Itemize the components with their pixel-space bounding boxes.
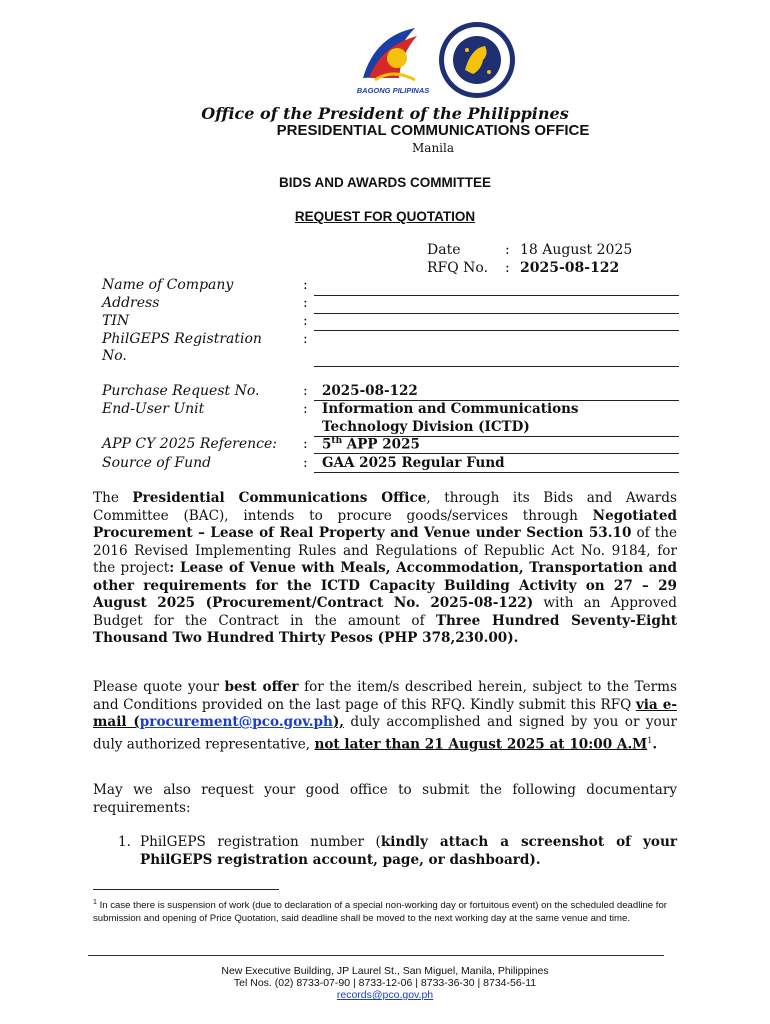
pr-label: Purchase Request No. — [102, 383, 260, 399]
footer-divider — [88, 955, 664, 956]
fund-underline — [314, 472, 679, 473]
enduser-value-cont: Technology Division (ICTD) — [322, 419, 530, 435]
requirements-intro: May we also request your good office to submit the following documentary requirements: — [93, 782, 677, 816]
philgeps-colon: : — [303, 331, 308, 347]
list-item-number: 1. — [118, 834, 131, 850]
address-colon: : — [303, 295, 308, 311]
city: Manila — [412, 141, 454, 155]
app-label: APP CY 2025 Reference: — [102, 436, 278, 452]
footer-phones: Tel Nos. (02) 8733-07-90 | 8733-12-06 | 8733-36-30 | 8734-56-11 — [233, 977, 537, 989]
bagong-pilipinas-logo — [355, 18, 431, 96]
date-value: 18 August 2025 — [520, 242, 633, 258]
footer-address: New Executive Building, JP Laurel St., San Miguel, Manila, Philippines — [221, 965, 549, 977]
pr-colon: : — [303, 383, 308, 399]
philgeps-field[interactable] — [314, 366, 679, 367]
records-email-link[interactable]: records@pco.gov.ph — [336, 989, 434, 1001]
tin-label: TIN — [102, 313, 130, 329]
address-label: Address — [102, 295, 160, 311]
date-sep: : — [505, 242, 510, 258]
footnote-divider — [93, 889, 279, 890]
instructions-paragraph: Please quote your best offer for the item/s described herein, subject to the Terms and Conditions provided on the last page of this RFQ. Kindly submit this RFQ via e-mail (procurement@pco.gov.ph), duly accomplished and signed by you or your duly authorized representative, not later than 21 August 2025 at 10:00 $A.M^1$. — [93, 679, 677, 753]
fund-colon: : — [303, 455, 308, 471]
tin-colon: : — [303, 313, 308, 329]
procurement-email-link[interactable]: procurement@pco.gov.ph — [139, 714, 333, 730]
app-colon: : — [303, 436, 308, 452]
philgeps-label-cont: No. — [102, 348, 127, 364]
enduser-value: Information and Communications — [322, 401, 579, 417]
philgeps-label: PhilGEPS Registration — [102, 331, 262, 347]
company-colon: : — [303, 277, 308, 293]
rfq-number: 2025-08-122 — [520, 260, 620, 276]
committee-heading: BIDS AND AWARDS COMMITTEE — [279, 175, 491, 190]
footnote-ref: 1 — [647, 735, 653, 745]
office-line: Office of the President of the Philippines — [201, 104, 569, 123]
app-value: 5th APP 2025 — [322, 436, 420, 453]
rfq-sep: : — [505, 260, 510, 276]
address-field[interactable] — [314, 313, 679, 314]
pr-value: 2025-08-122 — [322, 383, 418, 399]
fund-value: GAA 2025 Regular Fund — [322, 455, 505, 471]
list-item: PhilGEPS registration number (kindly attach a screenshot of your PhilGEPS registration account, page, or dashboard). — [140, 834, 678, 868]
enduser-label: End-User Unit — [102, 401, 205, 417]
app-underline — [314, 453, 679, 454]
document-title: REQUEST FOR QUOTATION — [294, 209, 476, 224]
tin-field[interactable] — [314, 330, 679, 331]
bagong-pilipinas-text: BAGONG PILIPINAS — [356, 86, 430, 95]
rfq-label: RFQ No. — [427, 260, 489, 276]
footnote: $^1$ In case there is suspension of work (due to declaration of a special non-working day or fortuitous event) on the scheduled deadline for submission and opening of Price Quotation, said deadline shall be moved to the next working day at the same venue and time. — [93, 899, 668, 925]
pco-seal-logo — [437, 20, 517, 100]
company-label: Name of Company — [102, 277, 234, 293]
intro-paragraph: The Presidential Communications Office, through its Bids and Awards Committee (BAC), intends to procure goods/services through Negotiated Procurement – Lease of Real Property and Venue under Section 53.10 of the 2016 Revised Implementing Rules and Regulations of Republic Act No. 9184, for the project: Lease of Venue with Meals, Accommodation, Transportation and other requirements for the ICTD Capacity Building Activity on 27 – 29 August 2025 (Procurement/Contract No. 2025-08-122) with an Approved Budget for the Contract in the amount of Three Hundred Seventy-Eight Thousand Two Hundred Thirty Pesos (PHP 378,230.00). — [93, 490, 678, 646]
fund-label: Source of Fund — [102, 455, 212, 471]
enduser-colon: : — [303, 401, 308, 417]
agency-name: PRESIDENTIAL COMMUNICATIONS OFFICE — [276, 122, 590, 139]
footer-email[interactable] — [0, 989, 770, 1001]
date-label: Date — [427, 242, 461, 258]
company-field[interactable] — [314, 295, 679, 296]
